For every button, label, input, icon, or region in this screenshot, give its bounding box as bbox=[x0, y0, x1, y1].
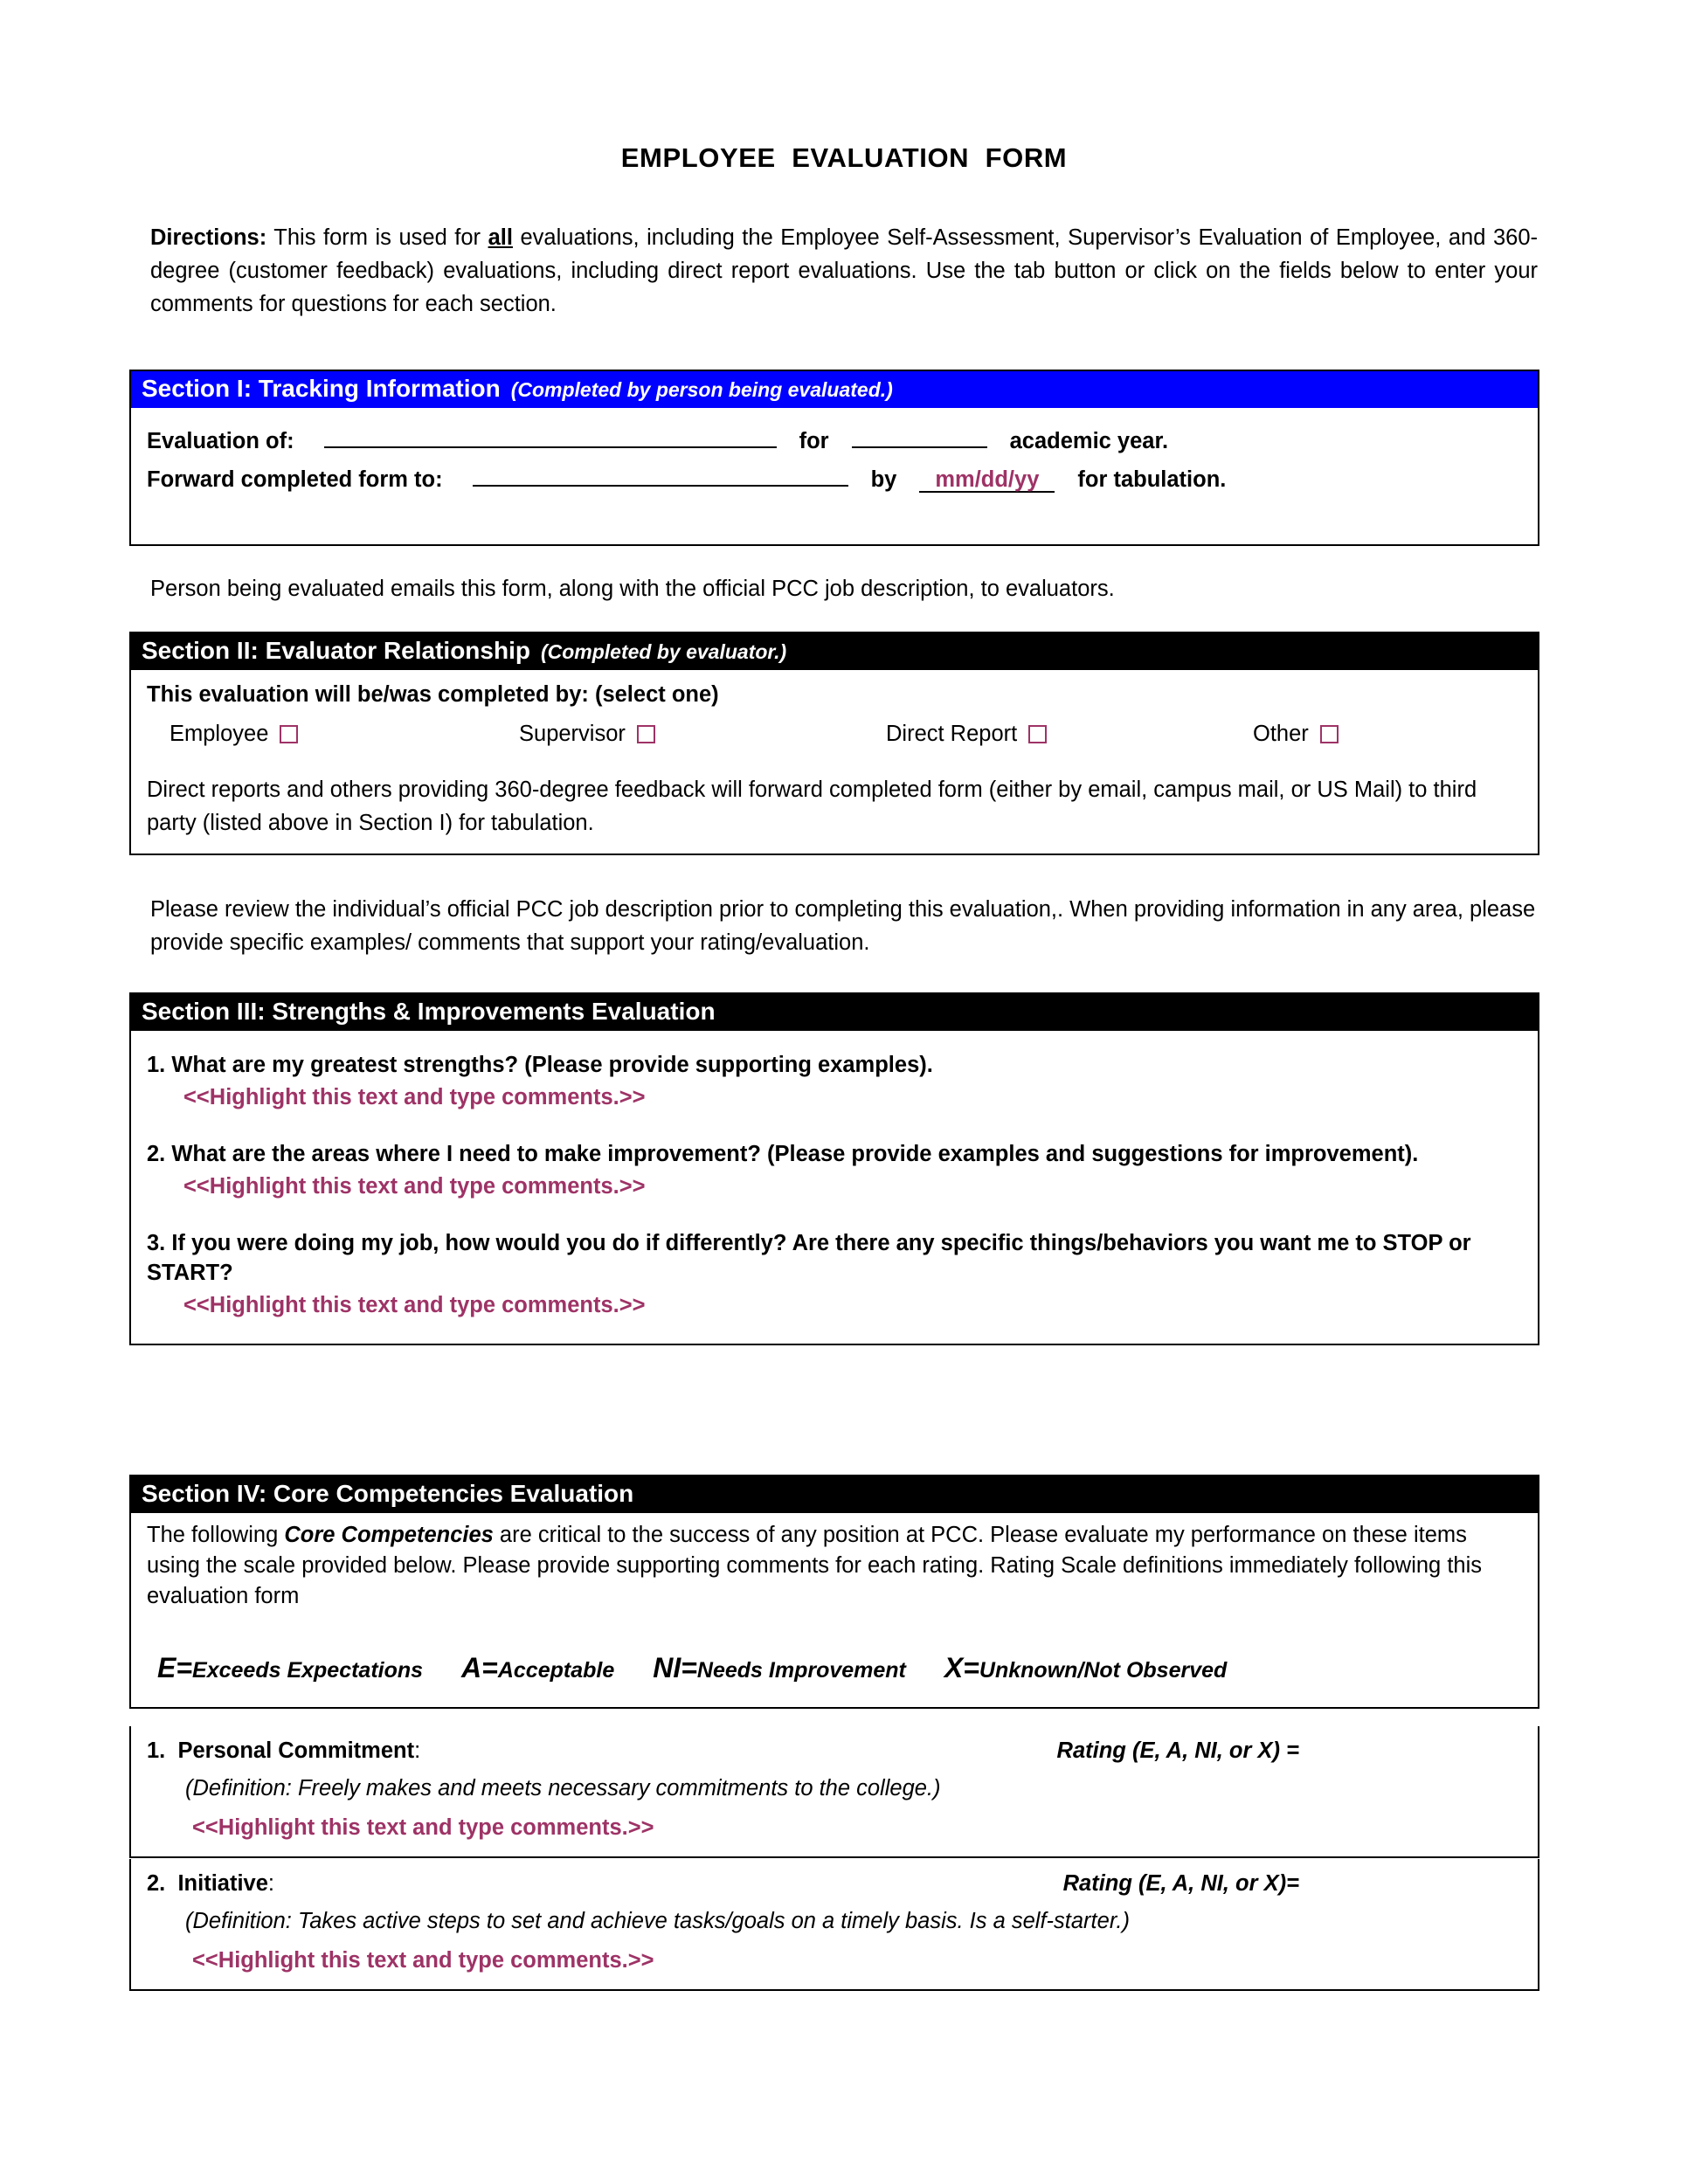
directions-emphasis: all bbox=[488, 225, 513, 250]
section-1-heading: Section I: Tracking Information bbox=[142, 375, 501, 402]
section-4-intro-emphasis: Core Competencies bbox=[284, 1522, 494, 1547]
section-2-lead: This evaluation will be/was completed by: (select one) bbox=[147, 681, 719, 707]
competency-1-definition: (Definition: Freely makes and meets necessary commitments to the college.) bbox=[185, 1776, 941, 1800]
competency-1-rating-label: Rating (E, A, NI, or X) = bbox=[1056, 1738, 1299, 1763]
evaluation-of-mid-label: for bbox=[799, 429, 829, 454]
forward-form-row bbox=[147, 462, 1525, 494]
competency-1-colon: : bbox=[414, 1738, 421, 1763]
question-2-text: 2. What are the areas where I need to make improvement? (Please provide examples and suggestions for improvement). bbox=[147, 1141, 1419, 1166]
scale-key-ni: NI= bbox=[653, 1651, 697, 1683]
section-3-header bbox=[131, 994, 1538, 1031]
competency-2-rating-label: Rating (E, A, NI, or X)= bbox=[1062, 1871, 1299, 1896]
question-3-text: 3. If you were doing my job, how would you do if differently? Are there any specific things/behaviors you want me to STOP or START? bbox=[147, 1230, 1471, 1285]
competency-2-comment-field[interactable]: <<Highlight this text and type comments.>> bbox=[192, 1948, 654, 1973]
section-2-heading: Section II: Evaluator Relationship bbox=[142, 637, 530, 664]
section-1-box bbox=[129, 370, 1539, 546]
option-direct-report-label: Direct Report bbox=[886, 721, 1018, 746]
question-3 bbox=[147, 1228, 1522, 1323]
note-after-section-2: Please review the individual’s official PCC job description prior to completing this evaluation,. When providing information in any area, please provide specific examples/ comments that support your rating/evaluation. bbox=[150, 897, 1536, 955]
scale-item-exceeds bbox=[157, 1652, 423, 1684]
directions-text-2: evaluations, including the Employee Self-Assessment, Supervisor’s Evaluation of Employee, and 360-degree (customer feedback) evaluations, including direct report evaluations. Use the tab button or click on the fields below to enter your comments for questions for each section. bbox=[150, 225, 1538, 316]
option-supervisor-label: Supervisor bbox=[519, 721, 626, 746]
question-1 bbox=[147, 1050, 1522, 1115]
competency-2-title bbox=[147, 1871, 274, 1897]
rating-scale-legend bbox=[131, 1621, 1538, 1707]
option-supervisor[interactable] bbox=[519, 722, 886, 747]
section-2-body bbox=[131, 670, 1538, 854]
section-2-header bbox=[131, 633, 1538, 670]
directions-paragraph bbox=[150, 221, 1538, 321]
section-4-intro-text-2: are critical to the success of any position at PCC. Please evaluate my performance on these items using the scale provided below. Please provide supporting comments for each rating. Rating Scale definitions immediately following this evaluation form bbox=[147, 1522, 1482, 1608]
question-2 bbox=[147, 1139, 1522, 1204]
section-4-intro bbox=[131, 1513, 1538, 1621]
checkbox-icon-direct-report[interactable] bbox=[1028, 725, 1047, 743]
scale-item-needs-improvement bbox=[653, 1652, 906, 1684]
directions-label: Directions: bbox=[150, 225, 267, 250]
directions-text-1: This form is used for bbox=[266, 225, 488, 250]
section-1-subheading: (Completed by person being evaluated.) bbox=[510, 378, 893, 401]
option-direct-report[interactable] bbox=[886, 722, 1253, 747]
competency-1-title bbox=[147, 1738, 420, 1764]
scale-def-e: Exceeds Expectations bbox=[192, 1657, 424, 1683]
forward-by-label: by bbox=[870, 467, 897, 493]
competency-1-rating[interactable] bbox=[1057, 1738, 1299, 1764]
section-4-box bbox=[129, 1475, 1539, 1709]
section-2-note: Direct reports and others providing 360-degree feedback will forward completed form (either by email, campus mail, or US Mail) to third party (listed above in Section I) for tabulation. bbox=[147, 777, 1477, 835]
checkbox-icon-other[interactable] bbox=[1320, 725, 1339, 743]
section-3-box bbox=[129, 992, 1539, 1345]
forward-recipient-input[interactable] bbox=[473, 462, 848, 487]
scale-key-x: X= bbox=[944, 1651, 979, 1683]
scale-def-a: Acceptable bbox=[497, 1657, 615, 1683]
competency-2-colon: : bbox=[267, 1871, 274, 1896]
competency-2-header bbox=[147, 1871, 1522, 1897]
academic-year-label: academic year. bbox=[1009, 429, 1169, 454]
question-1-comment-field[interactable]: <<Highlight this text and type comments.>> bbox=[183, 1084, 646, 1109]
scale-item-acceptable bbox=[461, 1652, 614, 1684]
evaluation-of-row bbox=[147, 424, 1525, 455]
forward-due-date-input[interactable]: mm/dd/yy bbox=[919, 467, 1055, 493]
competency-1-comment-field[interactable]: <<Highlight this text and type comments.>> bbox=[192, 1815, 654, 1840]
option-other-label: Other bbox=[1253, 721, 1309, 746]
section-4-header bbox=[131, 1476, 1538, 1513]
option-other[interactable] bbox=[1253, 722, 1339, 747]
section-2-box bbox=[129, 632, 1539, 855]
competency-1-header bbox=[147, 1738, 1522, 1764]
scale-def-x: Unknown/Not Observed bbox=[979, 1657, 1228, 1683]
competency-2-row bbox=[129, 1859, 1539, 1991]
note-after-section-1: Person being evaluated emails this form, along with the official PCC job description, to evaluators. bbox=[150, 577, 1115, 601]
section-1-header bbox=[131, 371, 1538, 408]
evaluation-of-input[interactable] bbox=[324, 424, 777, 449]
section-4-heading: Section IV: Core Competencies Evaluation bbox=[142, 1480, 634, 1507]
evaluator-relationship-options bbox=[147, 722, 1522, 747]
competency-1-number: 1. bbox=[147, 1738, 166, 1763]
question-2-comment-field[interactable]: <<Highlight this text and type comments.>> bbox=[183, 1173, 646, 1199]
section-4-intro-text-1: The following bbox=[147, 1522, 285, 1547]
forward-form-label: Forward completed form to: bbox=[147, 467, 443, 493]
question-1-text: 1. What are my greatest strengths? (Please provide supporting examples). bbox=[147, 1052, 933, 1077]
competency-2-name: Initiative bbox=[177, 1871, 268, 1896]
section-1-body bbox=[131, 408, 1538, 544]
academic-year-input[interactable] bbox=[852, 424, 987, 449]
section-2-subheading: (Completed by evaluator.) bbox=[540, 640, 787, 663]
checkbox-icon-supervisor[interactable] bbox=[637, 725, 655, 743]
competency-2-number: 2. bbox=[147, 1871, 166, 1896]
scale-item-unknown bbox=[944, 1652, 1227, 1684]
option-employee-label: Employee bbox=[169, 721, 269, 746]
option-employee[interactable] bbox=[169, 722, 519, 747]
scale-key-e: E= bbox=[157, 1651, 193, 1683]
competency-1-name: Personal Commitment bbox=[177, 1738, 415, 1763]
scale-def-ni: Needs Improvement bbox=[696, 1657, 906, 1683]
competency-2-definition: (Definition: Takes active steps to set and achieve tasks/goals on a timely basis. Is a self-starter.) bbox=[185, 1909, 1130, 1933]
competency-1-row bbox=[129, 1726, 1539, 1858]
scale-key-a: A= bbox=[461, 1651, 498, 1683]
page-title: EMPLOYEE EVALUATION FORM bbox=[620, 142, 1068, 173]
question-3-comment-field[interactable]: <<Highlight this text and type comments.>> bbox=[183, 1292, 646, 1317]
section-3-heading: Section III: Strengths & Improvements Evaluation bbox=[142, 998, 716, 1025]
evaluation-of-label: Evaluation of: bbox=[147, 429, 294, 454]
checkbox-icon-employee[interactable] bbox=[280, 725, 298, 743]
forward-tabulation-label: for tabulation. bbox=[1077, 467, 1227, 493]
competency-2-rating[interactable] bbox=[1063, 1871, 1299, 1897]
section-3-body bbox=[131, 1031, 1538, 1344]
